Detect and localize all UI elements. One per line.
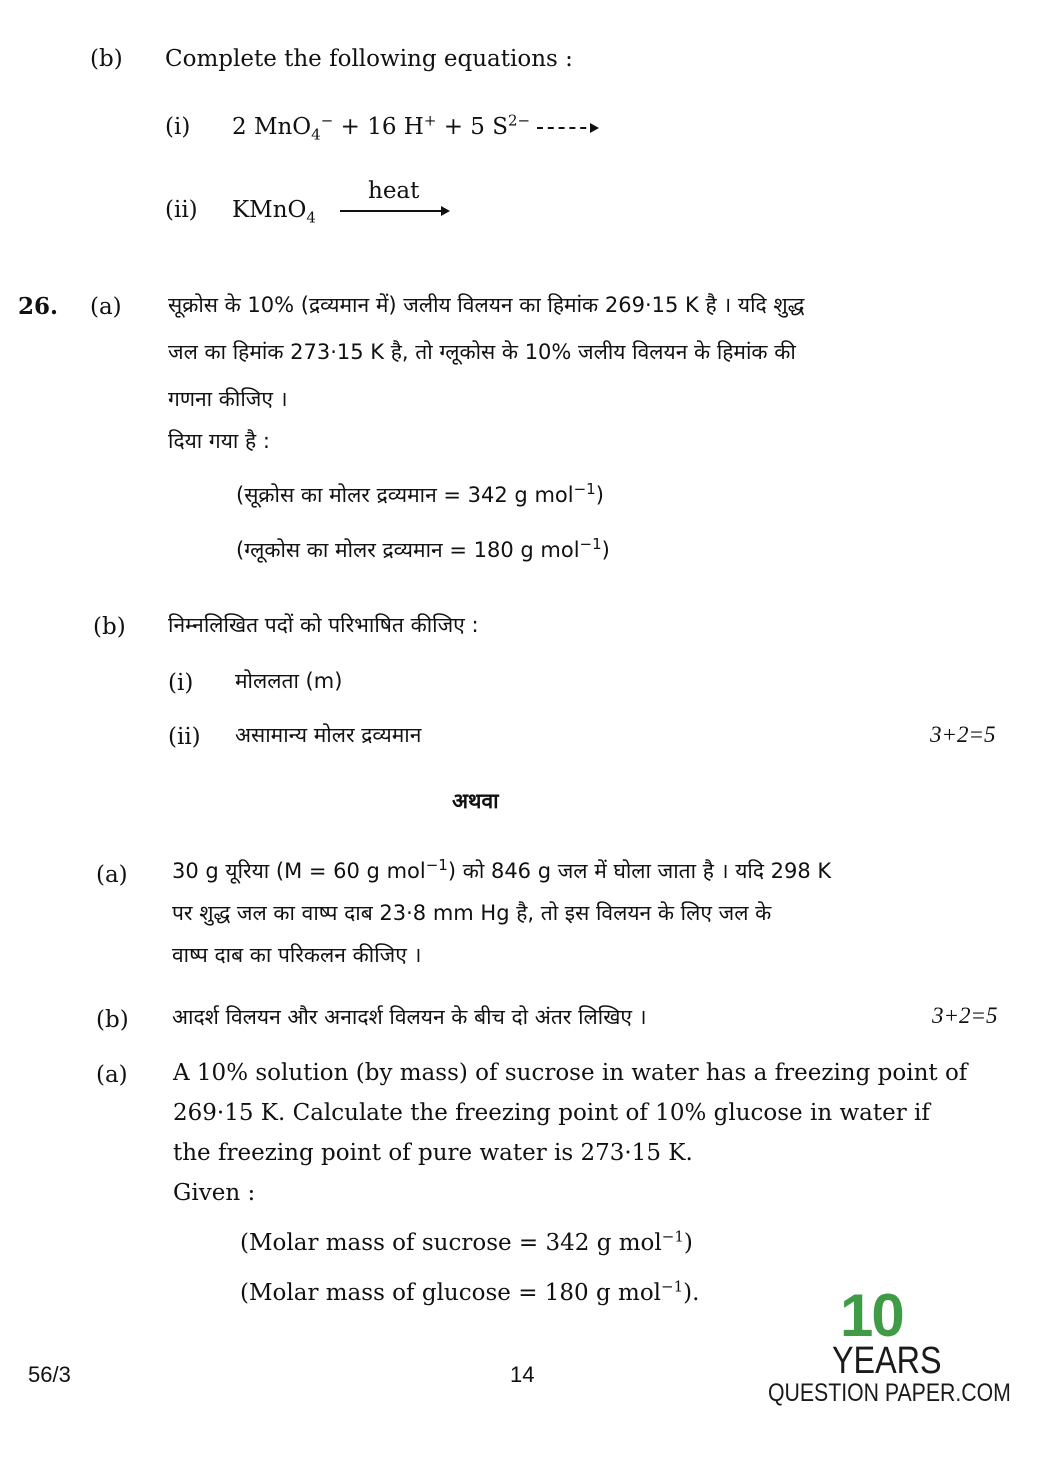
en-a-line1: A 10% solution (by mass) of sucrose in water has a freezing point of [173, 1060, 968, 1086]
or-b-label: (b) [96, 1007, 129, 1033]
q26a-line3: गणना कीजिए । [168, 387, 288, 411]
or-heading: अथवा [452, 789, 499, 813]
or-a-label: (a) [96, 862, 128, 888]
or-a-line1: 30 g यूरिया (M = 60 g mol$^{-1}$) को 846 g जल में घोला जाता है । यदि 298 K [172, 856, 832, 883]
paper-code: 56/3 [28, 1362, 71, 1387]
or-a-line2: पर शुद्ध जल का वाष्प दाब 23·8 mm Hg है, तो इस विलयन के लिए जल के [172, 901, 772, 925]
q26b-text: निम्नलिखित पदों को परिभाषित कीजिए : [168, 613, 479, 637]
question-number: 26. [18, 293, 59, 320]
sucrose-molar-mass-hi: (सूक्रोस का मोलर द्रव्यमान = 342 g mol$^{-1}$) [236, 480, 604, 507]
page-number: 14 [510, 1362, 535, 1387]
given-hindi: दिया गया है : [168, 429, 270, 453]
q25b-label: (b) [90, 46, 123, 72]
q26b-ii-label: (ii) [168, 724, 201, 750]
logo-years: YEARS [832, 1340, 942, 1382]
q26a-line1: सूक्रोस के 10% (द्रव्यमान में) जलीय विलयन का हिमांक 269·15 K है । यदि शुद्ध [168, 293, 805, 317]
en-a-line3: the freezing point of pure water is 273·15 K. [173, 1140, 693, 1166]
equation-ii: KMnO$_4$ [232, 197, 316, 227]
q26a-label: (a) [90, 294, 122, 320]
site-logo [768, 1282, 1028, 1436]
or-marks: 3+2=5 [932, 1003, 998, 1028]
en-given: Given : [173, 1180, 256, 1206]
q25b-i-label: (i) [165, 114, 191, 140]
q26a-line2: जल का हिमांक 273·15 K है, तो ग्लूकोस के 10% जलीय विलयन के हिमांक की [168, 340, 796, 364]
q26b-i-text: मोललता (m) [235, 669, 343, 693]
q26b-ii-text: असामान्य मोलर द्रव्यमान [235, 723, 422, 747]
equation-i: 2 MnO$_4$− + 16 H+ + 5 $S^{2-}$ [232, 112, 597, 142]
logo-number: 10 [840, 1282, 903, 1349]
q26b-i-label: (i) [168, 670, 194, 696]
logo-site: QUESTION PAPER.COM [768, 1379, 1011, 1407]
q26b-label: (b) [93, 614, 126, 640]
heat-arrow [340, 210, 448, 212]
heat-label: heat [368, 178, 420, 204]
en-a-line2: 269·15 K. Calculate the freezing point of 10% glucose in water if [173, 1100, 930, 1126]
en-a-label: (a) [96, 1062, 128, 1088]
q25b-ii-label: (ii) [165, 197, 198, 223]
or-a-line3: वाष्प दाब का परिकलन कीजिए । [172, 943, 422, 967]
q25b-text: Complete the following equations : [165, 46, 573, 72]
en-glucose-molar-mass: (Molar mass of glucose = 180 g mol$^{-1}$). [240, 1277, 700, 1306]
marks: 3+2=5 [930, 722, 996, 747]
or-b-text: आदर्श विलयन और अनादर्श विलयन के बीच दो अंतर लिखिए । [172, 1005, 647, 1029]
reaction-arrow [537, 127, 597, 129]
en-sucrose-molar-mass: (Molar mass of sucrose = 342 g mol$^{-1}$) [240, 1227, 693, 1256]
glucose-molar-mass-hi: (ग्लूकोस का मोलर द्रव्यमान = 180 g mol$^{-1}$) [236, 535, 610, 562]
